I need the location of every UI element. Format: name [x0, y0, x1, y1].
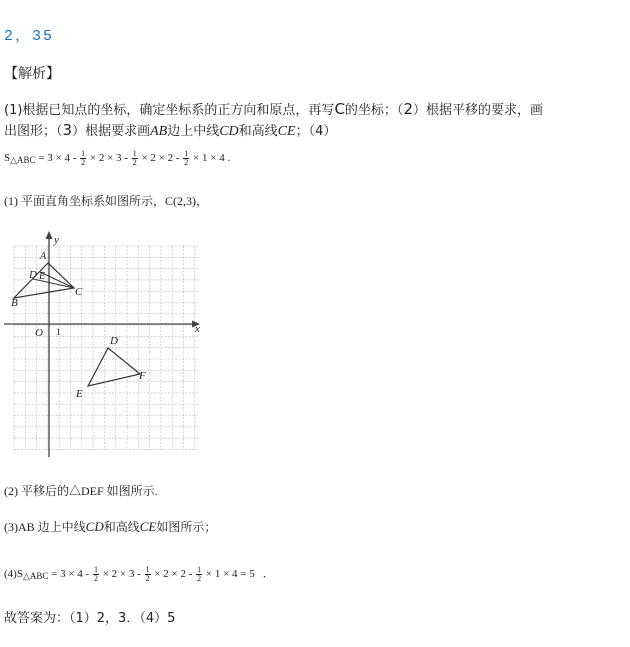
- segment-label: CD: [219, 124, 239, 139]
- fraction-half: [183, 150, 189, 167]
- text-segment: 边上中线: [167, 124, 220, 139]
- fraction-numerator: 1: [93, 564, 98, 574]
- final-answer: 故答案为：（1）2，3．（4）5: [4, 611, 176, 626]
- segment-label: CE: [277, 124, 296, 139]
- fraction-denominator: 2: [93, 573, 98, 583]
- point-label-f: F: [139, 370, 146, 382]
- area-symbol: S: [4, 152, 11, 164]
- text-segment: 如图所示；: [156, 520, 217, 534]
- coordinate-grid-figure: [2, 228, 207, 460]
- number: 2: [403, 100, 413, 118]
- text-segment: 和高线: [103, 520, 140, 534]
- y-axis-arrow-icon: [46, 231, 53, 239]
- segment-label: CD: [85, 519, 104, 534]
- number: 3: [62, 121, 73, 139]
- text-segment: ）根据平移的要求，画: [412, 103, 543, 118]
- fraction-half: [132, 150, 138, 167]
- fraction-numerator: 1: [132, 148, 137, 158]
- step-marker: (1): [4, 103, 23, 118]
- area-formula-1: [4, 147, 230, 171]
- origin-label: O: [35, 327, 43, 339]
- formula-term: × 2 × 2 -: [138, 152, 183, 164]
- fraction-denominator: 2: [145, 573, 150, 583]
- area-formula-2: [4, 563, 274, 587]
- formula-term: × 2 × 2 -: [151, 568, 196, 580]
- fraction-denominator: 2: [197, 573, 202, 583]
- text-segment: (3)AB 边上中线: [4, 520, 86, 534]
- point-label-b: B: [11, 297, 18, 309]
- text-segment: ）根据要求画: [72, 124, 151, 139]
- point-label-d: D: [29, 269, 37, 281]
- formula-term: = 3 × 4 -: [35, 152, 80, 164]
- triangle-def: [88, 348, 140, 386]
- analysis-header: 【解析】: [4, 66, 60, 82]
- text-segment: ；（4）: [295, 124, 337, 139]
- fraction-numerator: 1: [145, 564, 150, 574]
- analysis-line-1: [4, 101, 543, 119]
- point-label-a: A: [40, 251, 47, 262]
- point-label-c: C: [75, 286, 83, 298]
- text-segment: 的坐标；（: [344, 103, 404, 118]
- point-label: C: [334, 100, 345, 118]
- x-axis-label: x: [195, 323, 200, 335]
- point-label-e-translated: E: [76, 388, 83, 400]
- fraction-half: [80, 150, 86, 167]
- area-symbol: (4)S: [4, 568, 23, 580]
- y-axis-label: y: [54, 234, 59, 246]
- analysis-line-2: [4, 122, 336, 140]
- fraction-denominator: 2: [81, 157, 86, 167]
- segment-label: AB: [150, 124, 168, 139]
- fraction-numerator: 1: [81, 148, 86, 158]
- fraction-denominator: 2: [132, 157, 137, 167]
- fraction-denominator: 2: [184, 157, 189, 167]
- fraction-numerator: 1: [184, 148, 189, 158]
- fraction-half: [196, 566, 202, 583]
- formula-terminator: ．: [262, 568, 274, 580]
- segment-label: CE: [139, 519, 157, 534]
- step-2-text: (2) 平移后的△DEF 如图所示.: [4, 484, 158, 498]
- triangle-subscript: △ABC: [22, 571, 49, 581]
- point-label-e: E: [39, 271, 46, 282]
- formula-term: × 2 × 3 -: [99, 568, 144, 580]
- formula-term: × 1 × 4 .: [190, 152, 231, 164]
- formula-term: × 1 × 4 = 5: [203, 568, 255, 580]
- text-segment: 根据已知点的坐标，确定坐标系的正方向和原点，再写: [22, 103, 335, 118]
- triangle-subscript: △ABC: [10, 155, 36, 165]
- step-1-text: (1) 平面直角坐标系如图所示，C(2,3)，: [4, 194, 208, 208]
- step-3-text: [4, 519, 216, 535]
- fraction-half: [93, 566, 99, 583]
- fraction-numerator: 1: [197, 564, 202, 574]
- answer-line: 2，35: [4, 28, 55, 45]
- formula-term: × 2 × 3 -: [87, 152, 131, 164]
- text-segment: 和高线: [238, 124, 278, 139]
- point-label-d-translated: D: [110, 335, 118, 347]
- fraction-half: [145, 566, 151, 583]
- tick-label-1: 1: [56, 327, 61, 337]
- text-segment: 出图形；（: [4, 124, 63, 139]
- formula-term: = 3 × 4 -: [48, 568, 92, 580]
